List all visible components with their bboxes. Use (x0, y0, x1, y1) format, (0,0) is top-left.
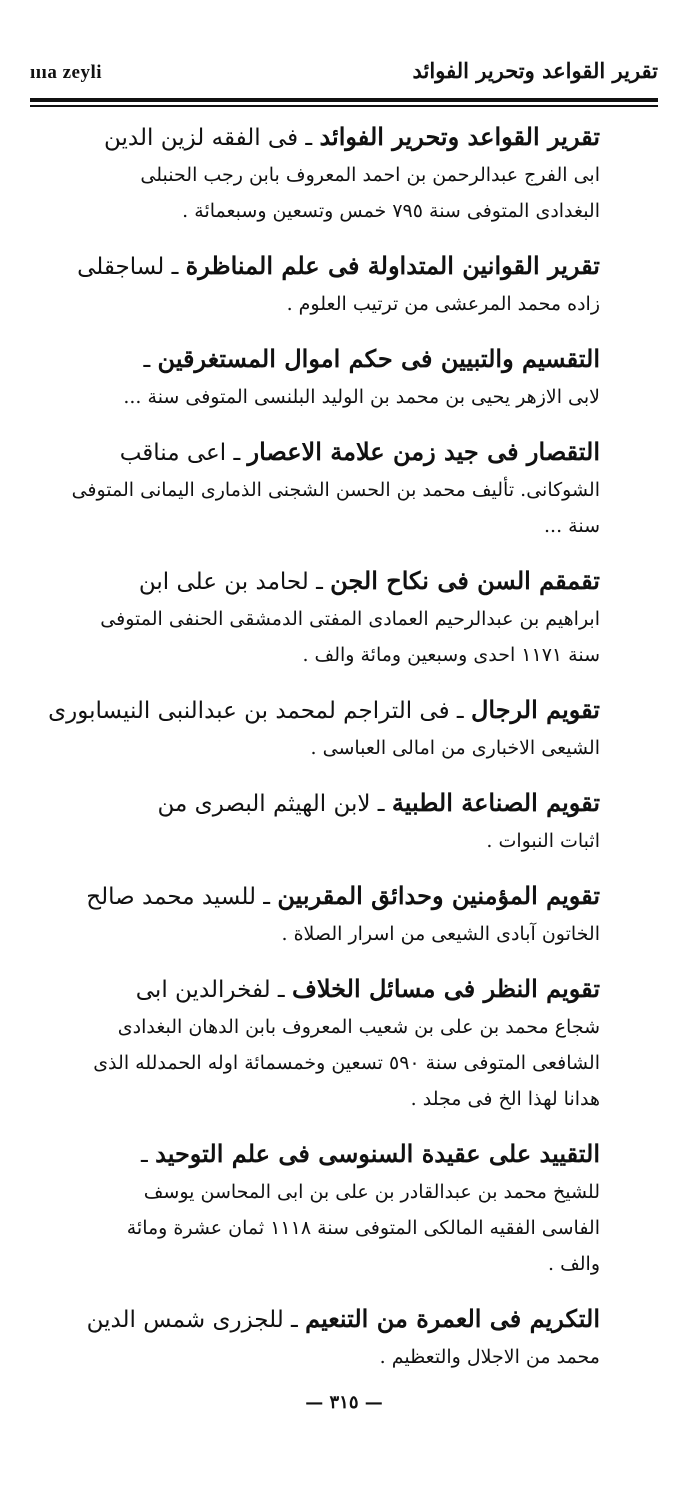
entry-title: تقويم النظر فى مسائل الخلاف (291, 974, 600, 1003)
entries-list (48, 118, 600, 1393)
entry-title: التقصار فى جيد زمن علامة الاعصار (247, 437, 600, 466)
entry-text-line: والف . (548, 1253, 600, 1275)
entry-text-line: شجاع محمد بن على بن شعيب المعروف بابن الدهان البغدادى (117, 1016, 600, 1038)
entry-author-lead: ـ (143, 347, 158, 373)
entry-text-line: محمد من الاجلال والتعظيم . (379, 1346, 600, 1368)
page-number: — ٣١٥ — (305, 1392, 383, 1413)
entry-title: تقرير القواعد وتحرير الفوائد (319, 122, 600, 151)
entry-text-line: ابى الفرج عبدالرحمن بن احمد المعروف بابن رجب الحنبلى (140, 164, 600, 186)
header-right-title: تقرير القواعد وتحرير الفوائد (412, 58, 658, 83)
bibliography-entry (71, 433, 600, 544)
entry-first-line (78, 877, 600, 916)
bibliography-entry (78, 340, 600, 415)
entry-author-lead: ـ اعى مناقب (119, 440, 248, 466)
bibliography-entry (78, 877, 600, 952)
entry-author-lead: ـ لفخرالدين ابى (135, 977, 292, 1003)
entry-author-lead: ـ فى الفقه لزين الدين (104, 125, 320, 151)
entry-title: التكريم فى العمرة من التنعيم (305, 1304, 600, 1333)
entry-text-line: الشوكانى. تأليف محمد بن الحسن الشجنى الذمارى اليمانى المتوفى (71, 479, 600, 501)
page-header (30, 56, 658, 96)
bibliography-entry (48, 691, 600, 766)
entry-text-line: زاده محمد المرعشى من ترتيب العلوم . (286, 293, 600, 315)
entry-first-line (48, 691, 600, 730)
header-rule-thin (30, 105, 658, 107)
entry-first-line (78, 247, 600, 286)
entry-title: التقسيم والتبيين فى حكم اموال المستغرقين (157, 344, 600, 373)
entry-text-line: ابراهيم بن عبدالرحيم العمادى المفتى الدمشقى الحنفى المتوفى (100, 608, 600, 630)
bibliography-entry (78, 1135, 600, 1282)
bibliography-entry (78, 247, 600, 322)
bibliography-entry (78, 970, 600, 1117)
entry-first-line (78, 340, 600, 379)
entry-text-line: الشافعى المتوفى سنة ٥٩٠ تسعين وخمسمائة اوله الحمدلله الذى (93, 1052, 600, 1074)
entry-first-line (78, 118, 600, 157)
entry-author-lead: ـ للجزرى شمس الدين (86, 1307, 306, 1333)
entry-text-line: سنة ١١٧١ احدى وسبعين ومائة والف . (302, 644, 600, 666)
entry-title: تقمقم السن فى نكاح الجن (330, 566, 600, 595)
entry-author-lead: ـ (141, 1142, 156, 1168)
bibliography-entry (78, 562, 600, 673)
bibliography-entry (78, 784, 600, 859)
entry-title: تقويم الصناعة الطبية (391, 788, 600, 817)
entry-text-line: الفاسى الفقيه المالكى المتوفى سنة ١١١٨ ثمان عشرة ومائة (126, 1217, 600, 1239)
entry-first-line (78, 970, 600, 1009)
entry-author-lead: ـ فى التراجم لمحمد بن عبدالنبى النيسابورى (48, 698, 471, 724)
entry-author-lead: ـ لساجقلى (77, 254, 186, 280)
bibliography-entry (78, 1300, 600, 1375)
entry-title: التقييد على عقيدة السنوسى فى علم التوحيد (155, 1139, 600, 1168)
entry-author-lead: ـ للسيد محمد صالح (86, 884, 278, 910)
entry-first-line (78, 562, 600, 601)
entry-text-line: هدانا لهذا الخ فى مجلد . (410, 1088, 600, 1110)
entry-title: تقرير القوانين المتداولة فى علم المناظرة (185, 251, 600, 280)
entry-author-lead: ـ لحامد بن على ابن (138, 569, 331, 595)
header-left-text: ıııa zeyli (30, 62, 103, 83)
header-rule-thick (30, 98, 658, 102)
entry-text-line: الشيعى الاخبارى من امالى العباسى . (310, 737, 600, 759)
entry-title: تقويم المؤمنين وحدائق المقربين (277, 881, 600, 910)
entry-title: تقويم الرجال (470, 695, 600, 724)
entry-author-lead: ـ لابن الهيثم البصرى من (157, 791, 392, 817)
entry-text-line: الخاتون آبادى الشيعى من اسرار الصلاة . (281, 923, 600, 945)
entry-text-line: لابى الازهر يحيى بن محمد بن الوليد البلنسى المتوفى سنة ... (123, 386, 600, 408)
entry-first-line (78, 784, 600, 823)
entry-first-line (78, 1135, 600, 1174)
entry-first-line (78, 1300, 600, 1339)
entry-first-line (78, 433, 600, 472)
entry-text-line: سنة ... (544, 515, 600, 537)
entry-text-line: للشيخ محمد بن عبدالقادر بن على بن ابى المحاسن يوسف (143, 1181, 600, 1203)
bibliography-entry (78, 118, 600, 229)
entry-text-line: البغدادى المتوفى سنة ٧٩٥ خمس وتسعين وسبعمائة . (182, 200, 600, 222)
entry-text-line: اثبات النبوات . (486, 830, 600, 852)
